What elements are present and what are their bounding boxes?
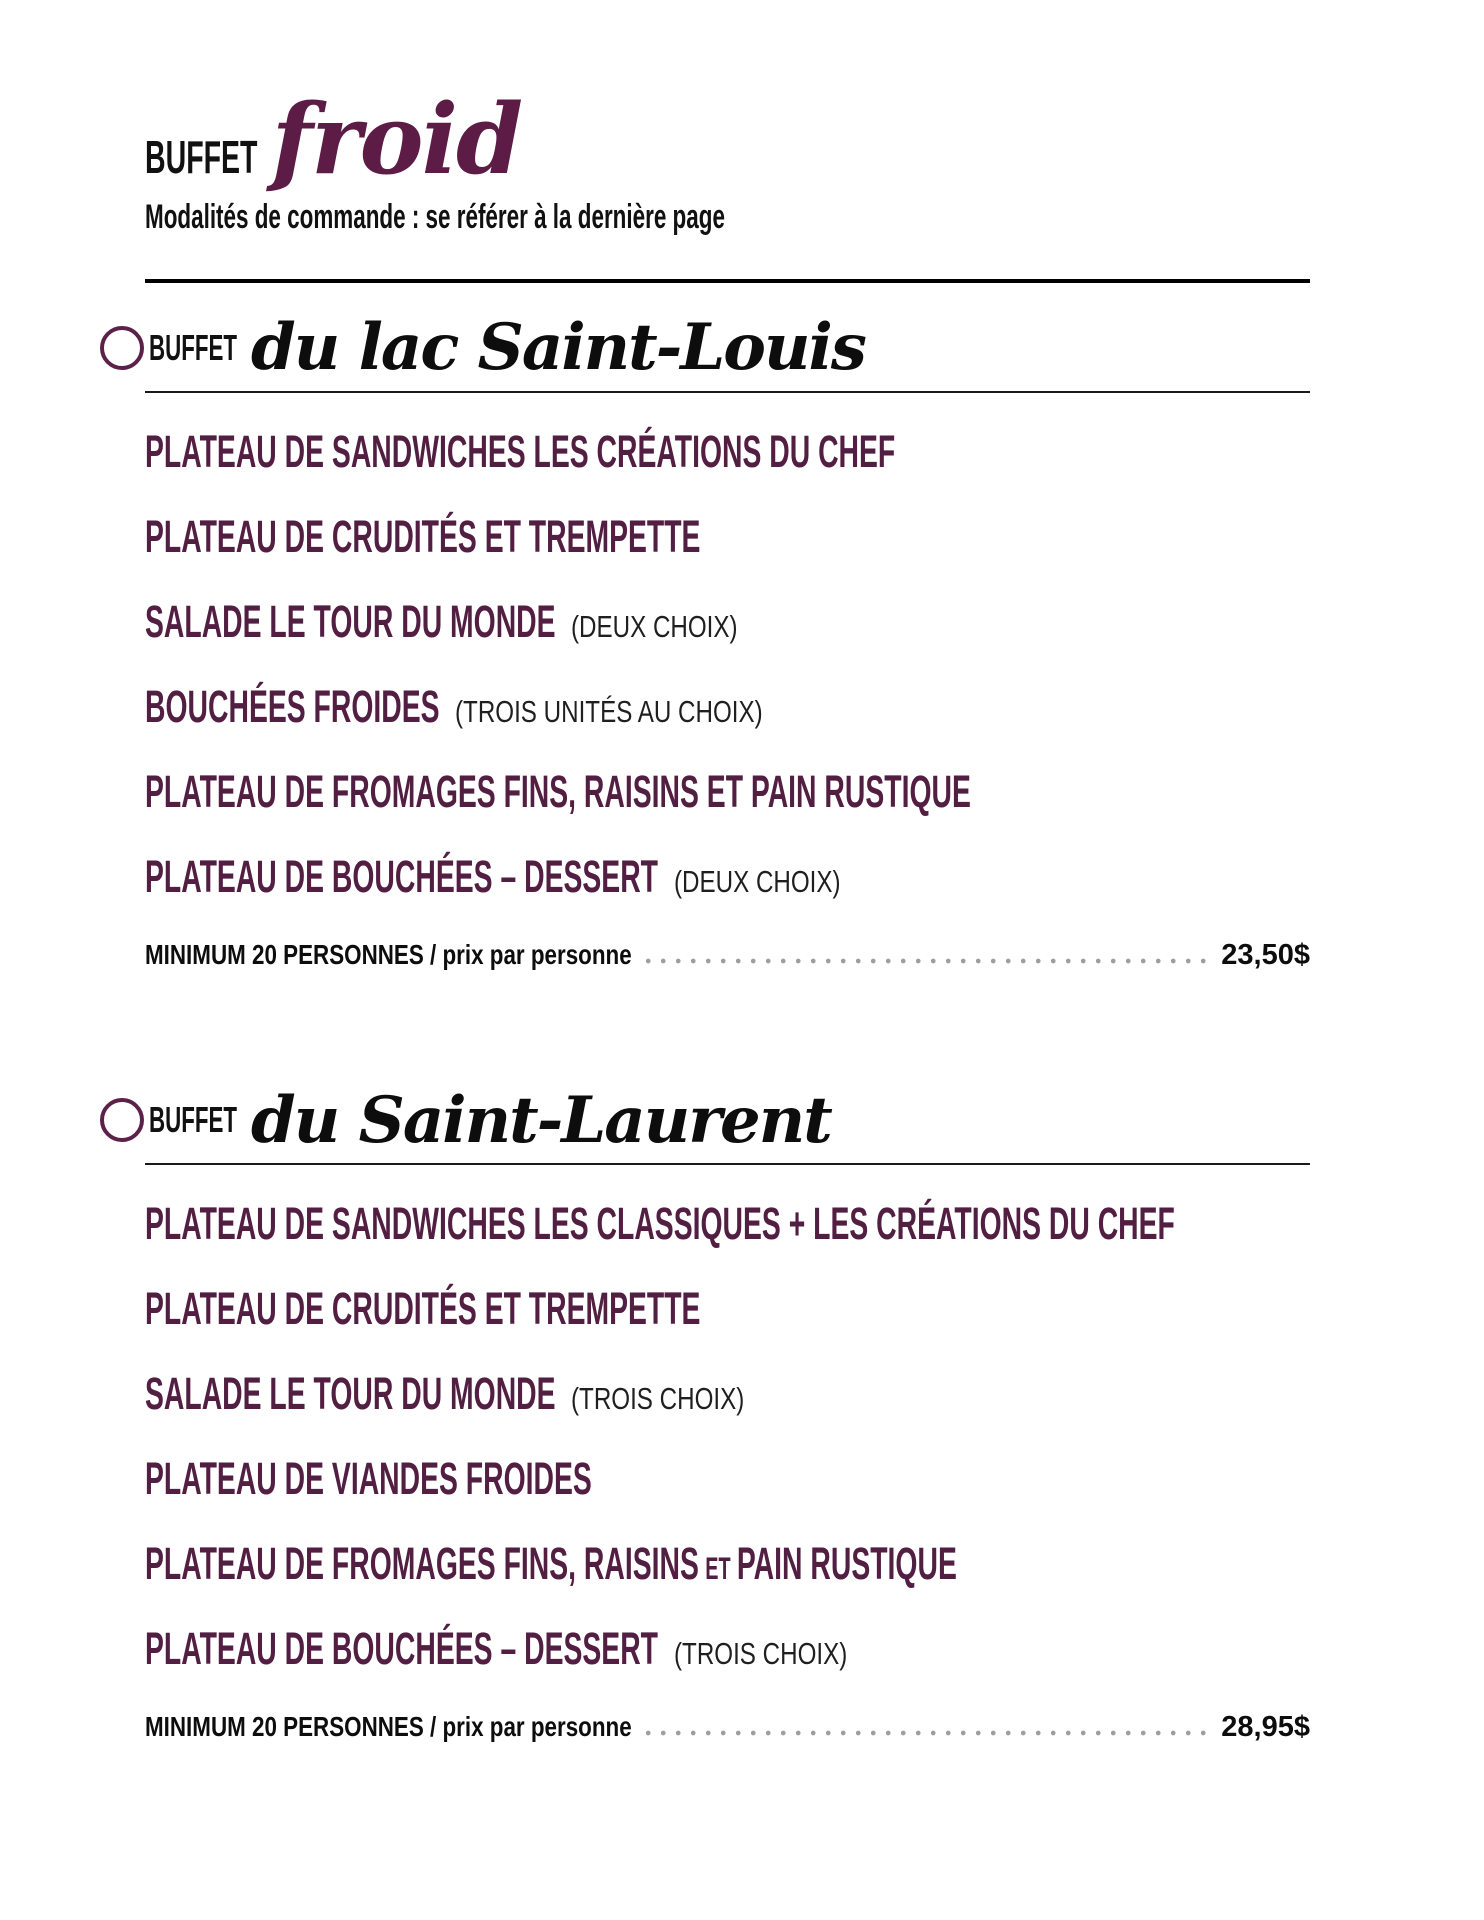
menu-item-name: SALADE LE TOUR DU MONDE bbox=[145, 1368, 556, 1420]
price-value: 23,50$ bbox=[1221, 938, 1310, 971]
price-value: 28,95$ bbox=[1221, 1711, 1310, 1744]
page-subtitle: Modalités de commande : se référer à la dernière page bbox=[145, 198, 725, 236]
menu-item-name: PLATEAU DE SANDWICHES LES CRÉATIONS DU CHEF bbox=[145, 425, 896, 477]
page-title-label: BUFFET bbox=[145, 131, 258, 183]
section-buffet-du-lac-saint-louis bbox=[145, 311, 1310, 972]
menu-item-name: PLATEAU DE FROMAGES FINS, RAISINS ET PAIN RUSTIQUE bbox=[145, 765, 971, 817]
menu-item-note: (TROIS UNITÉS AU CHOIX) bbox=[455, 693, 764, 729]
minimum-label: MINIMUM 20 PERSONNES / prix par personne bbox=[145, 1711, 632, 1743]
menu-item-name-small: ET bbox=[705, 1550, 731, 1587]
menu-item-name: PLATEAU DE VIANDES FROIDES bbox=[145, 1453, 592, 1505]
menu-item-name: PLATEAU DE BOUCHÉES – DESSERT bbox=[145, 1623, 659, 1675]
menu-item bbox=[145, 1283, 1310, 1343]
section-title: du Saint-Laurent bbox=[251, 1082, 831, 1158]
section-header bbox=[100, 311, 1310, 385]
menu-item-list bbox=[145, 425, 1310, 911]
menu-item-name: PLATEAU DE FROMAGES FINS, RAISINS bbox=[145, 1538, 699, 1590]
minimum-price-row bbox=[145, 1711, 1310, 1744]
menu-item bbox=[145, 510, 1310, 571]
menu-item bbox=[145, 425, 1310, 486]
divider-thin bbox=[145, 391, 1310, 393]
page-title-script: froid bbox=[271, 83, 522, 196]
menu-item-name-cont: PAIN RUSTIQUE bbox=[736, 1538, 957, 1590]
section-label: BUFFET bbox=[149, 326, 238, 368]
menu-item bbox=[145, 680, 1310, 741]
menu-item-name: SALADE LE TOUR DU MONDE bbox=[145, 595, 556, 647]
menu-item bbox=[145, 765, 1310, 826]
section-header bbox=[100, 1084, 1310, 1158]
menu-item-note: (DEUX CHOIX) bbox=[674, 863, 841, 899]
menu-item bbox=[145, 1538, 1310, 1598]
page-header bbox=[145, 83, 1310, 237]
menu-item-note: (TROIS CHOIX) bbox=[571, 1381, 745, 1417]
menu-item bbox=[145, 1198, 1310, 1258]
section-marker-circle-icon bbox=[100, 326, 144, 370]
menu-item-note: (TROIS CHOIX) bbox=[674, 1636, 848, 1672]
divider-thin bbox=[145, 1163, 1310, 1165]
menu-item-name: PLATEAU DE CRUDITÉS ET TREMPETTE bbox=[145, 510, 701, 562]
page-title bbox=[145, 83, 1310, 196]
minimum-price-row bbox=[145, 939, 1310, 972]
dotted-leader bbox=[646, 1728, 1212, 1738]
section-marker-circle-icon bbox=[100, 1098, 144, 1142]
divider-thick bbox=[145, 279, 1310, 283]
section-label: BUFFET bbox=[149, 1099, 238, 1141]
menu-item bbox=[145, 595, 1310, 656]
menu-item bbox=[145, 1623, 1310, 1683]
section-title: du lac Saint-Louis bbox=[251, 310, 865, 385]
menu-item bbox=[145, 850, 1310, 911]
section-buffet-du-saint-laurent bbox=[145, 1084, 1310, 1745]
minimum-label: MINIMUM 20 PERSONNES / prix par personne bbox=[145, 938, 632, 970]
menu-item-name: PLATEAU DE CRUDITÉS ET TREMPETTE bbox=[145, 1283, 701, 1335]
menu-item bbox=[145, 1453, 1310, 1513]
menu-item-note: (DEUX CHOIX) bbox=[571, 608, 739, 644]
menu-item-name: BOUCHÉES FROIDES bbox=[145, 680, 440, 732]
menu-item-list bbox=[145, 1198, 1310, 1683]
dotted-leader bbox=[646, 956, 1212, 966]
menu-item-name: PLATEAU DE BOUCHÉES – DESSERT bbox=[145, 850, 659, 902]
menu-item-name: PLATEAU DE SANDWICHES LES CLASSIQUES + LES CRÉATIONS DU CHEF bbox=[145, 1198, 1175, 1250]
menu-item bbox=[145, 1368, 1310, 1428]
